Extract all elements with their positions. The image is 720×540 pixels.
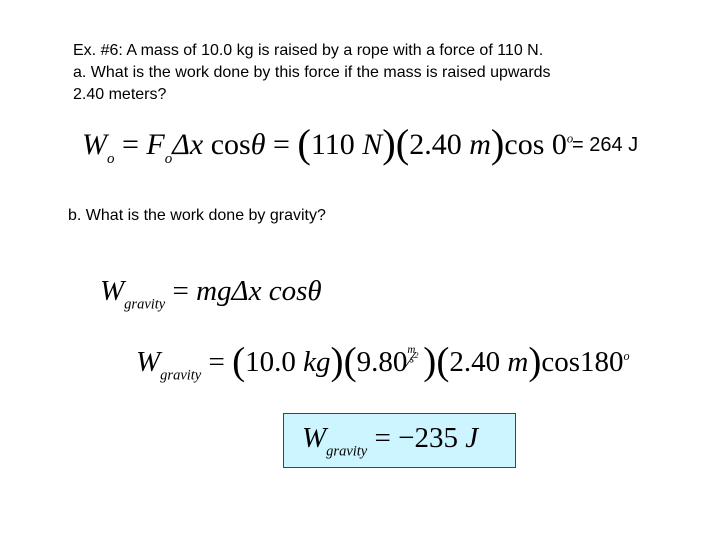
problem-line-2: a. What is the work done by this force if the mass is raised upwards bbox=[73, 64, 551, 81]
displacement-symbol: Δx bbox=[172, 127, 204, 161]
force-subscript: o bbox=[164, 150, 173, 167]
cos-function: cos bbox=[210, 127, 251, 161]
gravity-work-substitution: $W_{gravity} = (10.0$ kg)(9.80 m $s^2$ )(2.40 m)cos180$^o$ bbox=[136, 340, 630, 384]
theta-symbol: θ bbox=[307, 275, 322, 307]
work-symbol: W bbox=[302, 422, 327, 454]
work-subscript: o bbox=[107, 150, 115, 167]
formula-rhs: mgΔx cos bbox=[196, 275, 308, 307]
angle-cos-180: cos180 bbox=[541, 345, 624, 378]
result-unit: J bbox=[465, 422, 479, 454]
displacement-unit: m bbox=[469, 127, 491, 161]
mass-unit: kg bbox=[303, 345, 331, 378]
force-value: 110 bbox=[310, 127, 355, 161]
force-unit: N bbox=[362, 127, 383, 161]
gravity-subscript: gravity bbox=[326, 443, 368, 460]
gravity-work-result: $W_{gravity} = -235$ J bbox=[302, 422, 479, 460]
gravity-subscript: gravity bbox=[160, 367, 202, 384]
work-symbol: W bbox=[82, 127, 107, 161]
displacement-unit: m bbox=[507, 345, 529, 378]
question-part-b: b. What is the work done by gravity? bbox=[68, 207, 326, 224]
problem-line-1: Ex. #6: A mass of 10.0 kg is raised by a rope with a force of 110 N. bbox=[73, 42, 544, 59]
gravity-work-formula: $W_{gravity} = mg\Delta x$ cosθ bbox=[100, 275, 322, 313]
g-unit-numerator: m bbox=[407, 344, 416, 357]
work-symbol: W bbox=[100, 275, 125, 307]
result-box bbox=[283, 413, 516, 468]
answer-part-a: = 264 J bbox=[572, 134, 639, 156]
gravity-subscript: gravity bbox=[124, 296, 166, 313]
degree-mark: o bbox=[623, 348, 630, 363]
problem-line-3: 2.40 meters? bbox=[73, 86, 167, 103]
force-symbol: F bbox=[146, 127, 165, 161]
problem-statement bbox=[73, 40, 693, 106]
displacement-value: 2.40 bbox=[449, 345, 501, 378]
angle-cos-zero: cos 0 bbox=[504, 127, 567, 161]
g-unit-denominator: s bbox=[409, 353, 415, 366]
theta-symbol: θ bbox=[250, 127, 266, 161]
mass-value: 10.0 bbox=[245, 345, 296, 378]
displacement-value: 2.40 bbox=[409, 127, 462, 161]
work-symbol: W bbox=[136, 345, 161, 378]
work-equation-part-a: $W_o = F_o\Delta x$ cosθ = (110 N)(2.40 m)cos 0$^o$ bbox=[82, 121, 574, 167]
g-value: 9.80 bbox=[356, 345, 408, 378]
g-unit-fraction bbox=[407, 345, 423, 374]
result-value: −235 bbox=[398, 422, 458, 454]
g-unit-exponent: 2 bbox=[414, 349, 419, 360]
degree-mark: o bbox=[566, 131, 574, 146]
